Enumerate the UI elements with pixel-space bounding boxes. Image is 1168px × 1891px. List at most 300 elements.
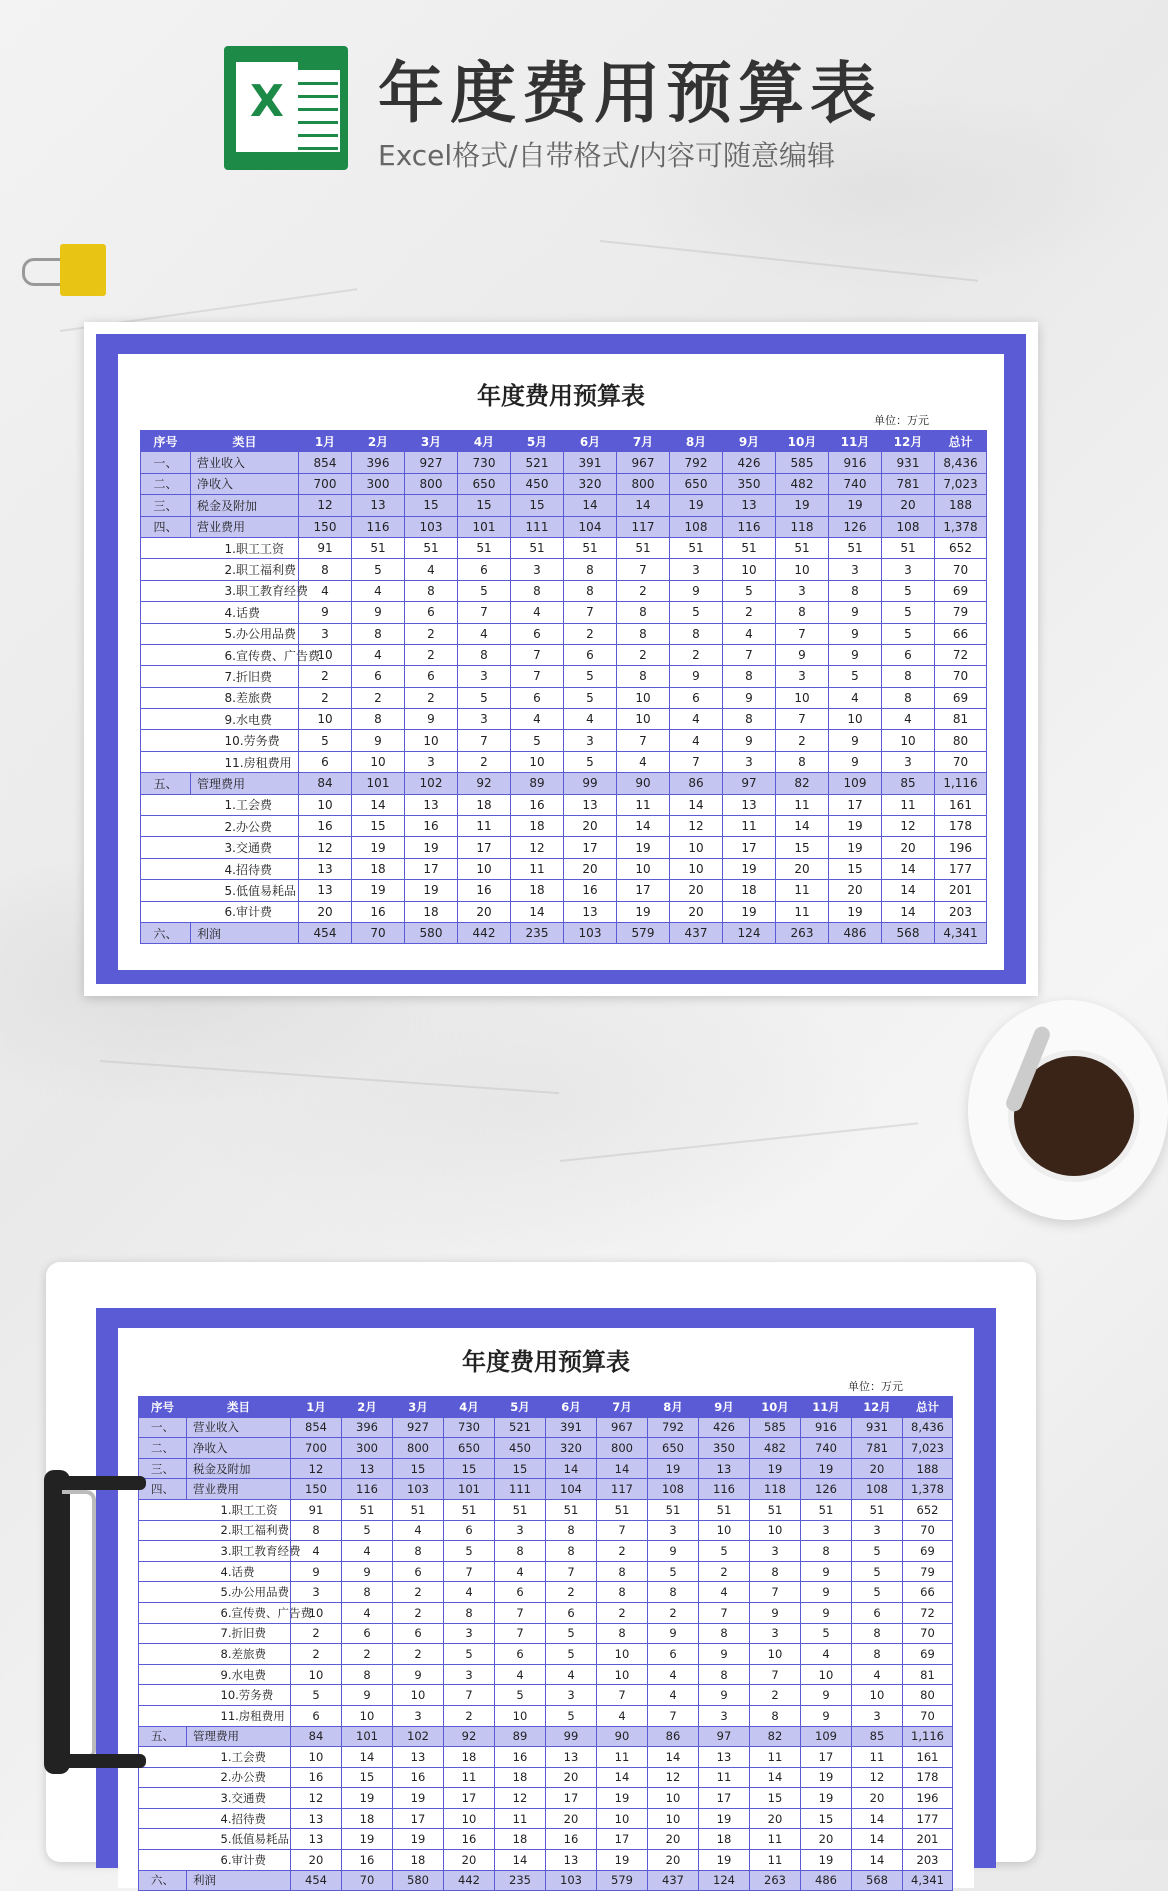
table-cell: 8 (393, 1541, 444, 1562)
table-cell: 4 (495, 1664, 546, 1685)
row-label: 1.职工工资 (187, 1499, 291, 1520)
table-cell: 5 (342, 1520, 393, 1541)
budget-table-2 (138, 1396, 953, 1891)
table-cell: 17 (829, 794, 882, 815)
table-cell: 12 (291, 1788, 342, 1809)
table-cell: 51 (648, 1499, 699, 1520)
row-label: 3.交通费 (187, 1788, 291, 1809)
table-cell: 9 (776, 644, 829, 665)
column-header: 1月 (291, 1397, 342, 1418)
table-cell: 7 (648, 1705, 699, 1726)
table-cell: 8 (444, 1602, 495, 1623)
row-number: 二、 (139, 1438, 187, 1459)
table-cell: 5 (723, 580, 776, 601)
table-row (139, 1644, 953, 1665)
table-cell: 800 (393, 1438, 444, 1459)
table-cell: 85 (852, 1726, 903, 1747)
row-number (141, 709, 191, 730)
table-cell: 51 (564, 537, 617, 558)
table-cell: 51 (597, 1499, 648, 1520)
binder-clip-icon (22, 244, 84, 296)
table-cell: 482 (776, 473, 829, 494)
table-cell: 69 (935, 580, 987, 601)
table-cell: 188 (935, 495, 987, 516)
table-cell: 450 (495, 1438, 546, 1459)
table-cell: 8 (511, 580, 564, 601)
table-cell: 116 (723, 516, 776, 537)
table-cell: 2 (723, 602, 776, 623)
table-cell: 3 (852, 1705, 903, 1726)
table-cell: 84 (299, 773, 352, 794)
table-cell: 2 (405, 623, 458, 644)
table-row (141, 666, 987, 687)
table-cell: 5 (852, 1582, 903, 1603)
table-cell: 15 (750, 1788, 801, 1809)
table-cell: 19 (597, 1788, 648, 1809)
table-cell: 16 (405, 816, 458, 837)
table-cell: 7 (444, 1561, 495, 1582)
table-cell: 9 (648, 1623, 699, 1644)
table-cell: 11 (458, 816, 511, 837)
table-cell: 5 (670, 602, 723, 623)
row-label: 1.职工工资 (191, 537, 299, 558)
table-cell: 8 (564, 559, 617, 580)
table-cell: 3 (546, 1685, 597, 1706)
column-header: 6月 (546, 1397, 597, 1418)
table-cell: 5 (564, 666, 617, 687)
table-row (139, 1561, 953, 1582)
row-label: 5.低值易耗品 (191, 880, 299, 901)
table-cell: 15 (511, 495, 564, 516)
table-cell: 6 (291, 1705, 342, 1726)
table-cell: 103 (546, 1870, 597, 1891)
table-cell: 437 (648, 1870, 699, 1891)
table-row (139, 1829, 953, 1850)
table-row (139, 1623, 953, 1644)
table-cell: 4 (801, 1644, 852, 1665)
row-label: 8.差旅费 (187, 1644, 291, 1665)
table-cell: 7 (750, 1582, 801, 1603)
table-cell: 14 (882, 901, 935, 922)
table-row (139, 1479, 953, 1500)
table-cell: 19 (801, 1788, 852, 1809)
table-cell: 700 (291, 1438, 342, 1459)
table-cell: 396 (342, 1417, 393, 1438)
row-number: 二、 (141, 473, 191, 494)
row-label: 4.招待费 (191, 858, 299, 879)
table-cell: 15 (352, 816, 405, 837)
table-cell: 19 (801, 1458, 852, 1479)
table-cell: 8 (699, 1664, 750, 1685)
table-cell: 19 (405, 837, 458, 858)
table-cell: 2 (444, 1705, 495, 1726)
row-label: 利润 (191, 922, 299, 943)
table-cell: 454 (299, 922, 352, 943)
table-cell: 14 (511, 901, 564, 922)
column-header: 3月 (393, 1397, 444, 1418)
table-cell: 5 (882, 623, 935, 644)
table-cell: 730 (458, 452, 511, 473)
table-cell: 15 (776, 837, 829, 858)
table-cell: 4 (444, 1582, 495, 1603)
table-cell: 92 (458, 773, 511, 794)
table-cell: 4 (670, 730, 723, 751)
table-cell: 51 (405, 537, 458, 558)
table-cell: 8 (852, 1623, 903, 1644)
table-cell: 97 (723, 773, 776, 794)
row-label: 3.交通费 (191, 837, 299, 858)
table-cell: 10 (495, 1705, 546, 1726)
table-cell: 10 (750, 1520, 801, 1541)
table-cell: 19 (829, 837, 882, 858)
table-cell: 2 (564, 623, 617, 644)
table-cell: 10 (882, 730, 935, 751)
table-cell: 20 (299, 901, 352, 922)
table-cell: 11 (617, 794, 670, 815)
table-cell: 2 (393, 1582, 444, 1603)
table-cell: 19 (829, 901, 882, 922)
table-cell: 9 (829, 644, 882, 665)
table-cell: 20 (546, 1808, 597, 1829)
table-cell: 1,116 (935, 773, 987, 794)
table-cell: 11 (444, 1767, 495, 1788)
table-cell: 579 (617, 922, 670, 943)
table-cell: 6 (511, 687, 564, 708)
table-cell: 2 (405, 644, 458, 665)
row-label: 2.办公费 (191, 816, 299, 837)
row-number (141, 816, 191, 837)
table-cell: 69 (903, 1644, 953, 1665)
table-row (139, 1808, 953, 1829)
row-label: 营业费用 (191, 516, 299, 537)
table-cell: 7 (495, 1623, 546, 1644)
row-number (141, 880, 191, 901)
table-cell: 4 (546, 1664, 597, 1685)
table-cell: 4 (670, 709, 723, 730)
table-cell: 3 (458, 709, 511, 730)
row-label: 10.劳务费 (191, 730, 299, 751)
table-row (141, 559, 987, 580)
table-cell: 11 (750, 1829, 801, 1850)
table-cell: 13 (723, 794, 776, 815)
table-cell: 2 (291, 1644, 342, 1665)
table-cell: 8 (776, 602, 829, 623)
table-cell: 14 (597, 1767, 648, 1788)
table-cell: 3 (723, 751, 776, 772)
table-cell: 4 (852, 1664, 903, 1685)
table-cell: 14 (648, 1747, 699, 1768)
column-header: 9月 (699, 1397, 750, 1418)
table-cell: 6 (458, 559, 511, 580)
table-cell: 10 (597, 1644, 648, 1665)
row-label: 营业费用 (187, 1479, 291, 1500)
table-cell: 19 (776, 495, 829, 516)
table-cell: 15 (801, 1808, 852, 1829)
row-number (141, 580, 191, 601)
table-cell: 8 (342, 1582, 393, 1603)
table-cell: 11 (511, 858, 564, 879)
table-cell: 14 (564, 495, 617, 516)
table-cell: 101 (444, 1479, 495, 1500)
binder-clip-body (60, 244, 106, 296)
table-cell: 9 (829, 623, 882, 644)
table-cell: 4 (342, 1541, 393, 1562)
table-cell: 10 (648, 1808, 699, 1829)
column-header: 6月 (564, 431, 617, 452)
table-cell: 19 (723, 858, 776, 879)
row-label: 税金及附加 (191, 495, 299, 516)
table-cell: 792 (648, 1417, 699, 1438)
table-cell: 854 (291, 1417, 342, 1438)
table-cell: 16 (444, 1829, 495, 1850)
clamp-ring (62, 1490, 96, 1760)
table-cell: 5 (299, 730, 352, 751)
table-cell: 9 (352, 730, 405, 751)
table-cell: 4 (829, 687, 882, 708)
table-cell: 161 (903, 1747, 953, 1768)
table-cell: 9 (291, 1561, 342, 1582)
table-cell: 201 (903, 1829, 953, 1850)
table-cell: 17 (723, 837, 776, 858)
table-cell: 14 (617, 816, 670, 837)
table-cell: 16 (393, 1767, 444, 1788)
table-cell: 5 (352, 559, 405, 580)
table-cell: 7 (444, 1685, 495, 1706)
table-row (141, 580, 987, 601)
table-cell: 81 (903, 1664, 953, 1685)
table-cell: 15 (495, 1458, 546, 1479)
table-cell: 5 (699, 1541, 750, 1562)
table-cell: 8 (458, 644, 511, 665)
table-cell: 17 (617, 880, 670, 901)
row-label: 税金及附加 (187, 1458, 291, 1479)
table-cell: 3 (670, 559, 723, 580)
table-cell: 116 (352, 516, 405, 537)
table-row (141, 751, 987, 772)
table-cell: 3 (750, 1623, 801, 1644)
column-header: 2月 (352, 431, 405, 452)
table-cell: 86 (670, 773, 723, 794)
row-label: 4.招待费 (187, 1808, 291, 1829)
table-cell: 3 (829, 559, 882, 580)
table-cell: 19 (597, 1850, 648, 1871)
table-cell: 11 (699, 1767, 750, 1788)
table-cell: 396 (352, 452, 405, 473)
table-cell: 8 (546, 1541, 597, 1562)
table-cell: 18 (495, 1767, 546, 1788)
table-cell: 70 (935, 751, 987, 772)
table-cell: 10 (776, 687, 829, 708)
table-cell: 70 (352, 922, 405, 943)
table-cell: 17 (699, 1788, 750, 1809)
table-cell: 6 (670, 687, 723, 708)
marble-vein (100, 1060, 559, 1094)
table-cell: 8 (723, 709, 776, 730)
table-cell: 6 (299, 751, 352, 772)
table-cell: 4 (393, 1520, 444, 1541)
table-row (141, 837, 987, 858)
table-cell: 700 (299, 473, 352, 494)
row-number: 一、 (141, 452, 191, 473)
table-cell: 4 (597, 1705, 648, 1726)
table-cell: 14 (342, 1747, 393, 1768)
table-cell: 51 (342, 1499, 393, 1520)
table-cell: 3 (776, 666, 829, 687)
table-cell: 10 (617, 858, 670, 879)
table-cell: 203 (935, 901, 987, 922)
row-label: 2.职工福利费 (191, 559, 299, 580)
column-header: 序号 (139, 1397, 187, 1418)
column-header: 8月 (648, 1397, 699, 1418)
table-cell: 2 (597, 1541, 648, 1562)
table-row (139, 1685, 953, 1706)
excel-logo-icon (224, 46, 348, 170)
table-cell: 9 (801, 1582, 852, 1603)
table-cell: 101 (352, 773, 405, 794)
table-cell: 6 (352, 666, 405, 687)
table-cell: 442 (458, 922, 511, 943)
table-cell: 19 (829, 495, 882, 516)
table-cell: 3 (852, 1520, 903, 1541)
table-cell: 3 (776, 580, 829, 601)
table-cell: 13 (723, 495, 776, 516)
table-cell: 16 (458, 880, 511, 901)
table-cell: 51 (852, 1499, 903, 1520)
table-cell: 20 (648, 1850, 699, 1871)
row-number: 一、 (139, 1417, 187, 1438)
table-cell: 201 (935, 880, 987, 901)
table-cell: 5 (291, 1685, 342, 1706)
table-cell: 263 (750, 1870, 801, 1891)
row-number (141, 537, 191, 558)
table-cell: 5 (852, 1561, 903, 1582)
table-cell: 7 (597, 1685, 648, 1706)
table-cell: 19 (352, 837, 405, 858)
table-cell: 3 (882, 751, 935, 772)
table-cell: 124 (699, 1870, 750, 1891)
table-cell: 3 (444, 1623, 495, 1644)
table-cell: 5 (852, 1541, 903, 1562)
table-cell: 967 (597, 1417, 648, 1438)
sheet-title: 年度费用预算表 (477, 382, 645, 410)
table-cell: 17 (546, 1788, 597, 1809)
table-cell: 51 (444, 1499, 495, 1520)
row-number (141, 666, 191, 687)
table-row (139, 1767, 953, 1788)
row-number (141, 623, 191, 644)
table-cell: 7 (699, 1602, 750, 1623)
row-label: 管理费用 (191, 773, 299, 794)
table-cell: 51 (393, 1499, 444, 1520)
table-cell: 99 (564, 773, 617, 794)
table-cell: 8 (597, 1623, 648, 1644)
table-cell: 19 (342, 1829, 393, 1850)
table-row (141, 858, 987, 879)
table-cell: 7 (776, 623, 829, 644)
table-cell: 730 (444, 1417, 495, 1438)
table-cell: 5 (648, 1561, 699, 1582)
table-cell: 20 (546, 1767, 597, 1788)
table-cell: 486 (801, 1870, 852, 1891)
table-cell: 91 (299, 537, 352, 558)
table-cell: 854 (299, 452, 352, 473)
table-cell: 150 (299, 516, 352, 537)
table-cell: 10 (393, 1685, 444, 1706)
table-row (139, 1664, 953, 1685)
table-cell: 8 (352, 709, 405, 730)
table-cell: 18 (444, 1747, 495, 1768)
table-cell: 5 (882, 580, 935, 601)
row-label: 7.折旧费 (191, 666, 299, 687)
table-row (141, 623, 987, 644)
table-cell: 177 (935, 858, 987, 879)
table-cell: 51 (546, 1499, 597, 1520)
row-number: 五、 (141, 773, 191, 794)
clipboard-clamp-icon (44, 1470, 150, 1774)
table-cell: 2 (405, 687, 458, 708)
table-cell: 16 (352, 901, 405, 922)
sheet-preview-card (84, 322, 1038, 996)
table-cell: 650 (648, 1438, 699, 1459)
table-row (141, 880, 987, 901)
table-cell: 51 (699, 1499, 750, 1520)
table-cell: 650 (670, 473, 723, 494)
table-cell: 585 (776, 452, 829, 473)
table-cell: 10 (852, 1685, 903, 1706)
table-cell: 7 (546, 1561, 597, 1582)
table-cell: 19 (648, 1458, 699, 1479)
table-cell: 18 (393, 1850, 444, 1871)
row-number (139, 1808, 187, 1829)
table-cell: 108 (882, 516, 935, 537)
table-cell: 9 (352, 602, 405, 623)
table-cell: 177 (903, 1808, 953, 1829)
table-cell: 2 (393, 1644, 444, 1665)
table-cell: 18 (699, 1829, 750, 1850)
table-cell: 2 (458, 751, 511, 772)
table-cell: 18 (511, 880, 564, 901)
table-cell: 17 (597, 1829, 648, 1850)
table-cell: 99 (546, 1726, 597, 1747)
table-cell: 7 (617, 559, 670, 580)
table-cell: 13 (564, 794, 617, 815)
row-label: 8.差旅费 (191, 687, 299, 708)
table-cell: 19 (750, 1458, 801, 1479)
table-cell: 85 (882, 773, 935, 794)
row-label: 1.工会费 (187, 1747, 291, 1768)
table-row (139, 1602, 953, 1623)
table-header-row (139, 1397, 953, 1418)
table-row (141, 922, 987, 943)
table-cell: 203 (903, 1850, 953, 1871)
table-cell: 70 (903, 1623, 953, 1644)
table-cell: 20 (829, 880, 882, 901)
table-cell: 8 (495, 1541, 546, 1562)
table-cell: 103 (393, 1479, 444, 1500)
table-cell: 51 (352, 537, 405, 558)
table-cell: 20 (750, 1808, 801, 1829)
table-cell: 19 (670, 495, 723, 516)
table-cell: 650 (444, 1438, 495, 1459)
column-header: 12月 (852, 1397, 903, 1418)
table-cell: 11 (852, 1747, 903, 1768)
table-cell: 14 (852, 1850, 903, 1871)
table-cell: 8 (750, 1705, 801, 1726)
row-number (141, 858, 191, 879)
table-cell: 17 (444, 1788, 495, 1809)
row-label: 4.话费 (191, 602, 299, 623)
table-cell: 13 (699, 1458, 750, 1479)
